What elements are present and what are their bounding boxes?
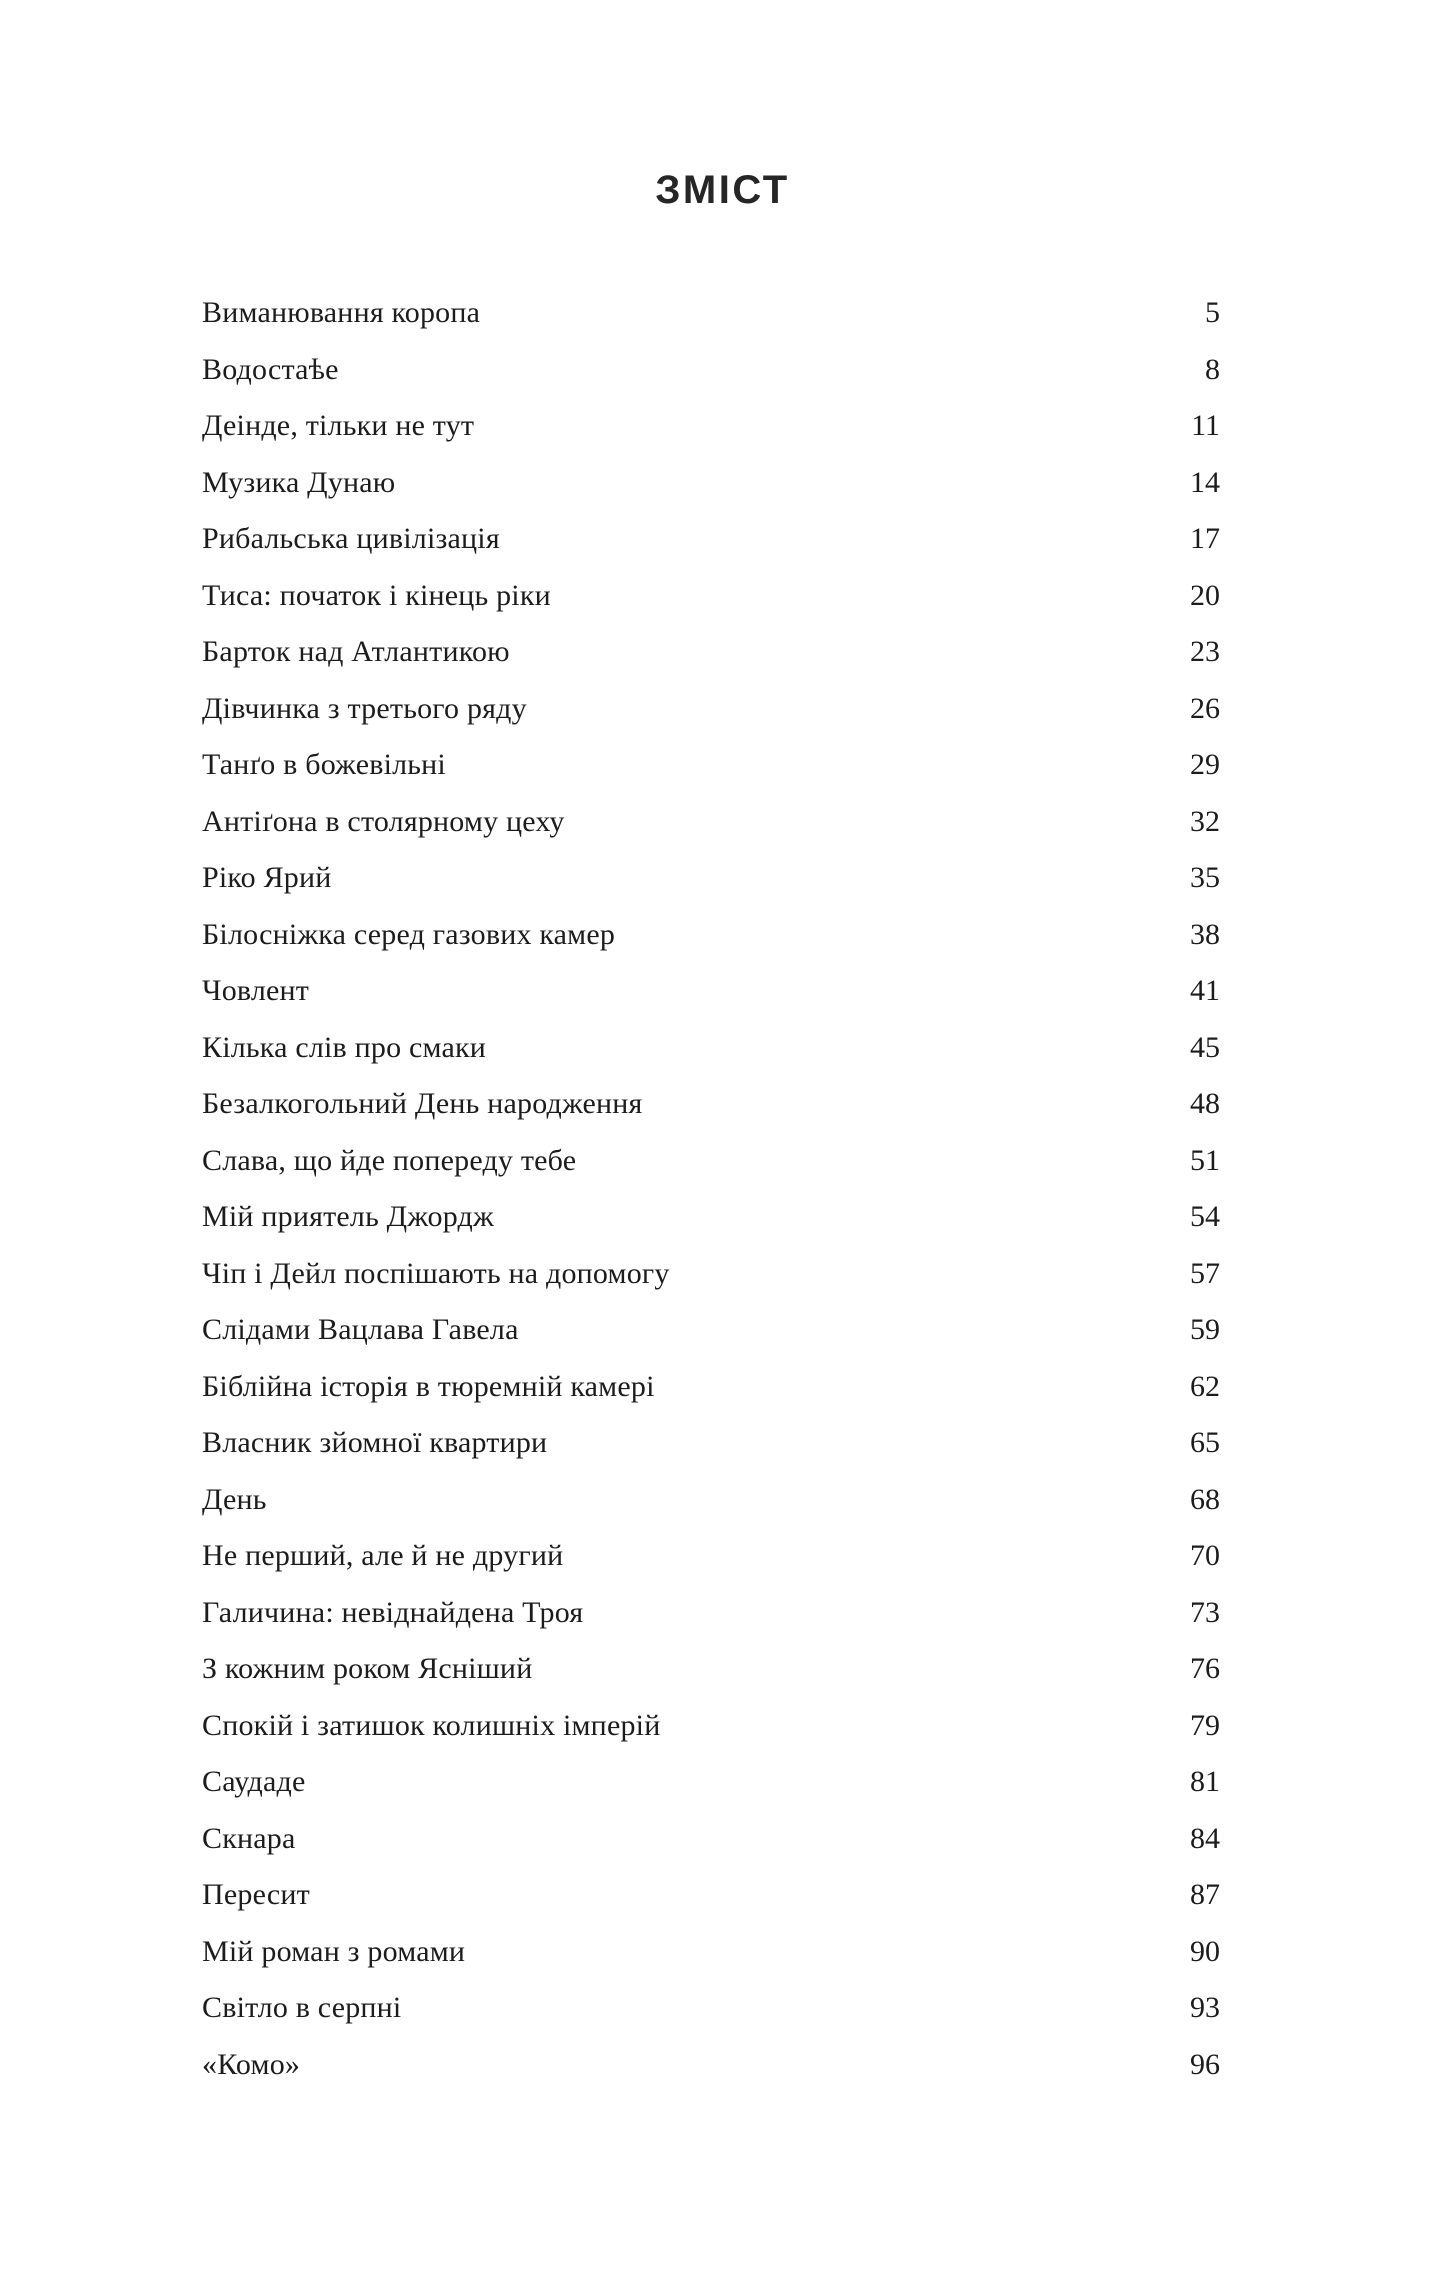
toc-entry-page-number: 96 — [1190, 2047, 1220, 2081]
toc-entry[interactable] — [202, 285, 1220, 342]
page-title: ЗМІСТ — [655, 168, 790, 212]
toc-entry-page-number: 20 — [1190, 578, 1220, 612]
toc-entry-label: Не перший, але й не другий — [202, 1539, 564, 1572]
toc-entry[interactable] — [202, 1189, 1220, 1246]
toc-entry[interactable] — [202, 1585, 1220, 1642]
toc-entry-label: Біблійна історія в тюремній камері — [202, 1369, 655, 1403]
toc-entry-page-number: 5 — [1205, 296, 1220, 329]
toc-entry-label: День — [202, 1482, 267, 1516]
toc-entry-page-number: 14 — [1190, 465, 1220, 499]
toc-entry-label: Галичина: невіднайдена Троя — [202, 1595, 584, 1629]
toc-entry[interactable] — [202, 1641, 1220, 1698]
toc-entry-label: Саудаде — [202, 1765, 306, 1798]
toc-entry[interactable] — [202, 2037, 1220, 2094]
toc-entry[interactable] — [202, 1359, 1220, 1416]
toc-entry-label: Чіп і Дейл поспішають на допомогу — [202, 1256, 670, 1290]
toc-entry[interactable] — [202, 1980, 1220, 2037]
toc-entry[interactable] — [202, 568, 1220, 625]
toc-entry-label: Слідами Вацлава Гавела — [202, 1313, 519, 1346]
toc-entry-label: Виманювання коропа — [202, 296, 481, 329]
table-of-contents-list — [202, 285, 1220, 2093]
toc-entry[interactable] — [202, 907, 1220, 964]
toc-entry-label: Барток над Атлантикою — [202, 635, 510, 668]
toc-entry-label: Рибальська цивілізація — [202, 522, 500, 555]
toc-entry-label: Скнара — [202, 1821, 296, 1855]
toc-entry-page-number: 32 — [1190, 804, 1220, 838]
toc-entry-label: Дівчинка з третього ряду — [202, 691, 527, 725]
toc-entry-label: Музика Дунаю — [202, 465, 396, 499]
toc-entry-page-number: 51 — [1190, 1143, 1220, 1177]
toc-entry[interactable] — [202, 342, 1220, 399]
toc-entry-page-number: 62 — [1190, 1369, 1220, 1403]
toc-entry[interactable] — [202, 1528, 1220, 1585]
toc-entry[interactable] — [202, 1415, 1220, 1472]
toc-entry-page-number: 93 — [1190, 1991, 1220, 2024]
toc-entry[interactable] — [202, 1076, 1220, 1133]
toc-entry-label: Світло в серпні — [202, 1991, 402, 2024]
toc-entry-label: Мій роман з ромами — [202, 1934, 466, 1968]
toc-entry[interactable] — [202, 681, 1220, 738]
toc-entry-page-number: 38 — [1190, 917, 1220, 951]
toc-entry[interactable] — [202, 1867, 1220, 1924]
toc-entry[interactable] — [202, 1020, 1220, 1077]
toc-entry[interactable] — [202, 455, 1220, 512]
toc-entry-page-number: 8 — [1205, 352, 1220, 386]
toc-entry[interactable] — [202, 850, 1220, 907]
toc-entry-label: Антіґона в столярному цеху — [202, 804, 565, 838]
toc-entry-label: Слава, що йде попереду тебе — [202, 1143, 577, 1177]
toc-entry-label: Спокій і затишок колишніх імперій — [202, 1708, 661, 1742]
toc-entry[interactable] — [202, 1698, 1220, 1755]
toc-entry[interactable] — [202, 1302, 1220, 1359]
toc-entry-label: «Комо» — [202, 2047, 301, 2081]
toc-entry-page-number: 57 — [1190, 1256, 1220, 1290]
toc-entry[interactable] — [202, 624, 1220, 681]
toc-entry-page-number: 73 — [1190, 1595, 1220, 1629]
toc-entry-label: Білосніжка серед газових камер — [202, 917, 616, 951]
toc-entry-page-number: 68 — [1190, 1482, 1220, 1516]
toc-entry-page-number: 35 — [1190, 861, 1220, 894]
toc-entry-label: Човлент — [202, 974, 310, 1007]
toc-entry[interactable] — [202, 398, 1220, 455]
toc-entry-page-number: 54 — [1190, 1200, 1220, 1233]
toc-entry-label: Тиса: початок і кінець ріки — [202, 578, 551, 612]
toc-entry-label: Танґо в божевільні — [202, 748, 446, 781]
toc-entry-page-number: 11 — [1191, 409, 1220, 442]
toc-entry-page-number: 23 — [1190, 635, 1220, 668]
toc-entry-label: Власник зйомної квартири — [202, 1426, 548, 1459]
toc-entry[interactable] — [202, 963, 1220, 1020]
toc-entry-label: Ріко Ярий — [202, 861, 332, 894]
toc-entry-label: Безалкогольний День народження — [202, 1087, 643, 1120]
toc-entry-page-number: 45 — [1190, 1030, 1220, 1064]
toc-entry[interactable] — [202, 1133, 1220, 1190]
toc-entry-page-number: 26 — [1190, 691, 1220, 725]
toc-entry-page-number: 84 — [1190, 1821, 1220, 1855]
toc-entry[interactable] — [202, 1811, 1220, 1868]
toc-entry[interactable] — [202, 1246, 1220, 1303]
toc-entry-label: Пересит — [202, 1878, 310, 1911]
toc-entry-page-number: 29 — [1190, 748, 1220, 781]
toc-entry-page-number: 41 — [1190, 974, 1220, 1007]
toc-entry[interactable] — [202, 1472, 1220, 1529]
toc-entry-page-number: 59 — [1190, 1313, 1220, 1346]
toc-entry-page-number: 70 — [1190, 1539, 1220, 1572]
toc-entry-page-number: 48 — [1190, 1087, 1220, 1120]
toc-entry[interactable] — [202, 737, 1220, 794]
toc-entry-page-number: 17 — [1190, 522, 1220, 555]
toc-entry-page-number: 90 — [1190, 1934, 1220, 1968]
toc-entry-label: З кожним роком Ясніший — [202, 1652, 533, 1685]
toc-entry-label: Водостаѣе — [202, 352, 339, 386]
toc-entry[interactable] — [202, 794, 1220, 851]
toc-entry[interactable] — [202, 511, 1220, 568]
toc-entry-page-number: 81 — [1190, 1765, 1220, 1798]
toc-entry-page-number: 87 — [1190, 1878, 1220, 1911]
toc-entry[interactable] — [202, 1924, 1220, 1981]
toc-entry-label: Деінде, тільки не тут — [202, 409, 475, 442]
toc-entry-page-number: 65 — [1190, 1426, 1220, 1459]
toc-entry-page-number: 76 — [1190, 1652, 1220, 1685]
toc-entry-label: Мій приятель Джордж — [202, 1200, 494, 1233]
toc-entry-page-number: 79 — [1190, 1708, 1220, 1742]
toc-entry-label: Кілька слів про смаки — [202, 1030, 487, 1064]
toc-entry[interactable] — [202, 1754, 1220, 1811]
